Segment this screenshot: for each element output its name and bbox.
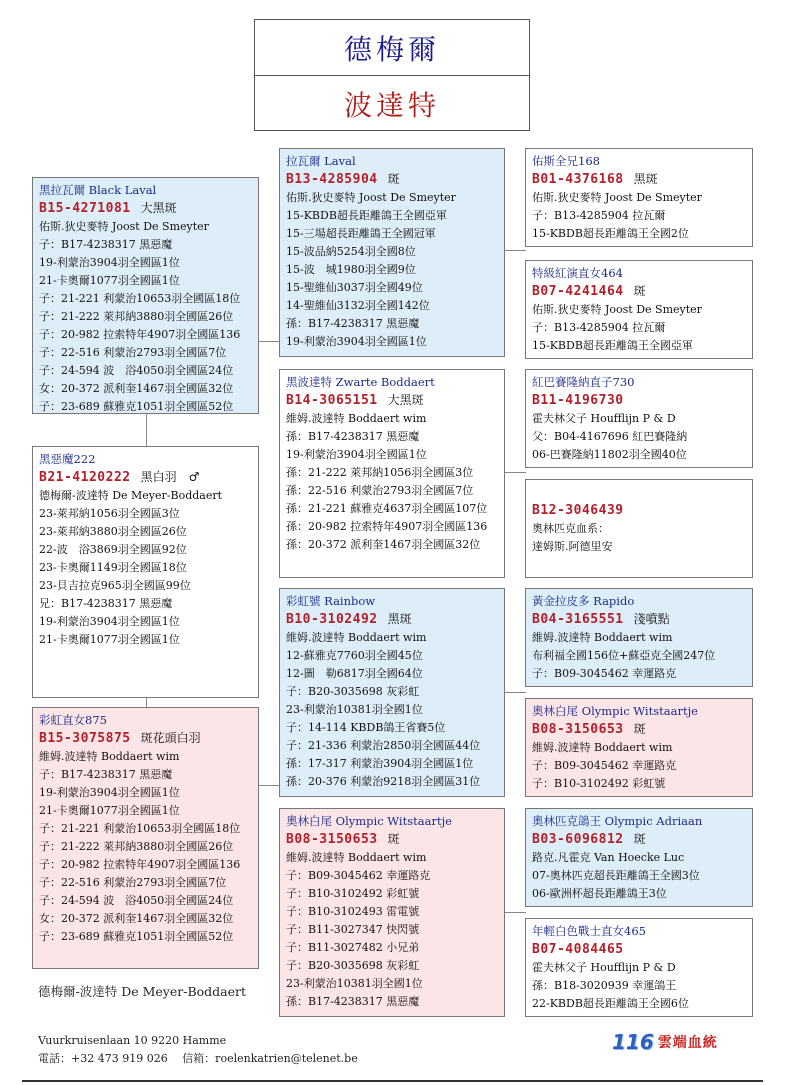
title-line-2: 波達特: [343, 88, 440, 122]
logo-number: 116: [612, 1030, 654, 1054]
detail-line: 霍夫林父子 Houfflijn P & D: [532, 961, 676, 974]
pigeon-name: 紅巴賽隆納直子730: [532, 375, 635, 389]
ring-number: B15-4271081: [39, 201, 131, 216]
detail-line: 12-圖 勒6817羽全國64位: [286, 667, 423, 680]
detail-line: 子：20-982 拉索特年4907羽全國區136: [39, 328, 241, 341]
detail-line: 15-聖維仙3037羽全國49位: [286, 281, 423, 294]
ring-number: B07-4084465: [532, 942, 624, 957]
detail-line: 孫：20-372 派利奎1467羽全國區32位: [286, 538, 481, 551]
detail-line: 維姆.波達特 Boddaert wim: [532, 631, 673, 644]
logo: [612, 1030, 718, 1054]
detail-line: 子：20-982 拉索特年4907羽全國區136: [39, 858, 241, 871]
detail-line: 19-利蒙治3904羽全國區1位: [39, 786, 180, 799]
detail-line: 子：23-689 蘇雅克1051羽全國區52位: [39, 930, 234, 943]
detail-lines: [286, 849, 498, 1011]
detail-line: 子：B09-3045462 幸運路克: [286, 869, 431, 882]
pigeon-name: 特級紅演直女464: [532, 266, 623, 280]
feather-color: 大黑斑: [140, 201, 177, 215]
ring-row: [532, 610, 746, 629]
connector: [258, 341, 280, 342]
ring-row: [532, 282, 746, 301]
detail-line: 子：21-221 利蒙治10653羽全國區18位: [39, 822, 241, 835]
ring-number: B14-3065151: [286, 393, 378, 408]
pigeon-name: 佑斯全兄168: [532, 154, 600, 168]
ring-row: [532, 170, 746, 189]
pigeon-name: 黃金拉皮多 Rapido: [532, 594, 635, 608]
detail-line: 23-萊邦納1056羽全國區3位: [39, 507, 180, 520]
ring-number: B04-3165551: [532, 612, 624, 627]
detail-lines: [532, 410, 746, 464]
detail-line: 子：B11-3027347 快閃號: [286, 923, 420, 936]
detail-line: 奧林匹克血系：: [532, 522, 609, 535]
feather-color: 斑花頭白羽: [140, 731, 201, 745]
detail-line: 佑斯.狄史麥特 Joost De Smeyter: [286, 191, 456, 204]
feather-color: 斑: [633, 722, 646, 736]
pigeon-name: 彩虹直女875: [39, 713, 107, 727]
detail-lines: [532, 189, 746, 243]
detail-line: 子：21-336 利蒙治2850羽全國區44位: [286, 739, 481, 752]
pigeon-name: 黑拉瓦爾 Black Laval: [39, 183, 157, 197]
detail-line: 維姆.波達特 Boddaert wim: [286, 851, 427, 864]
ring-number: B03-6096812: [532, 832, 624, 847]
card-dsd: [525, 698, 753, 797]
detail-line: 父：B04-4167696 紅巴賽隆納: [532, 430, 688, 443]
connector: [504, 472, 526, 473]
detail-line: 佑斯.狄史麥特 Joost De Smeyter: [39, 220, 209, 233]
detail-line: 維姆.波達特 Boddaert wim: [39, 750, 180, 763]
detail-line: 23-卡奧爾1149羽全國區18位: [39, 561, 187, 574]
detail-line: 孫：21-221 蘇雅克4637羽全國區107位: [286, 502, 488, 515]
detail-line: 子：B20-3035698 灰彩虹: [286, 959, 420, 972]
detail-line: 23-貝吉拉克965羽全國區99位: [39, 579, 191, 592]
card-subject: [32, 446, 259, 698]
detail-line: 路克.凡霍克 Van Hoecke Luc: [532, 851, 685, 864]
detail-line: 子：B13-4285904 拉瓦爾: [532, 321, 666, 334]
detail-line: 孫：B18-3020939 幸運鴿王: [532, 979, 677, 992]
feather-color: 斑: [633, 832, 646, 846]
detail-line: 15-KBDB超長距離鴿王全國2位: [532, 227, 689, 240]
pigeon-name: 彩虹號 Rainbow: [286, 594, 376, 608]
title-line-1: 德梅爾: [255, 20, 529, 76]
card-ddd: [525, 918, 753, 1017]
pigeon-name: 年輕白色戰士直女465: [532, 924, 646, 938]
detail-line: 子：B13-4285904 拉瓦爾: [532, 209, 666, 222]
ring-row: [39, 729, 252, 748]
detail-line: 子：B09-3045462 幸運路克: [532, 759, 677, 772]
detail-line: 子：B20-3035698 灰彩虹: [286, 685, 420, 698]
detail-line: 子：B10-3102493 雷電號: [286, 905, 420, 918]
connector: [504, 692, 526, 693]
detail-line: 子：24-594 波 浴4050羽全國區24位: [39, 894, 234, 907]
ring-number: B08-3150653: [286, 832, 378, 847]
detail-line: 孫：B17-4238317 黑惡魔: [286, 995, 420, 1008]
card-sds: [525, 369, 753, 468]
detail-line: 23-利蒙治10381羽全國1位: [286, 977, 423, 990]
detail-line: 子：24-594 波 浴4050羽全國區24位: [39, 364, 234, 377]
card-sire-sire: [279, 148, 505, 357]
detail-line: 佑斯.狄史麥特 Joost De Smeyter: [532, 191, 702, 204]
pigeon-name: 拉瓦爾 Laval: [286, 154, 356, 168]
pigeon-name: 奧林匹克鴿王 Olympic Adriaan: [532, 814, 703, 828]
ring-number: B13-4285904: [286, 172, 378, 187]
card-sdd: [525, 479, 753, 578]
connector: [146, 413, 147, 446]
detail-line: 子：21-222 萊邦納3880羽全國區26位: [39, 310, 234, 323]
detail-line: 子：B11-3027482 小兄弟: [286, 941, 420, 954]
detail-lines: [286, 189, 498, 351]
detail-line: 06-巴賽隆納11802羽全國40位: [532, 448, 687, 461]
detail-line: 佑斯.狄史麥特 Joost De Smeyter: [532, 303, 702, 316]
title-box: [254, 19, 530, 131]
detail-line: 德梅爾-波達特 De Meyer-Boddaert: [39, 489, 223, 502]
detail-line: 22-波 浴3869羽全國區92位: [39, 543, 187, 556]
pigeon-name: [532, 483, 746, 501]
detail-lines: [532, 520, 746, 556]
connector: [504, 250, 526, 251]
detail-line: 23-萊邦納3880羽全國區26位: [39, 525, 187, 538]
detail-line: 女：20-372 派利奎1467羽全國區32位: [39, 912, 234, 925]
ring-number: B01-4376168: [532, 172, 624, 187]
ring-row: [286, 391, 498, 410]
ring-row: [532, 391, 746, 410]
detail-line: 兄：B17-4238317 黑惡魔: [39, 597, 173, 610]
detail-line: 孫：B17-4238317 黑惡魔: [286, 430, 420, 443]
detail-line: 子：21-221 利蒙治10653羽全國區18位: [39, 292, 241, 305]
connector: [146, 697, 147, 707]
ring-number: B12-3046439: [532, 503, 624, 518]
ring-number: B15-3075875: [39, 731, 131, 746]
bottom-divider: [22, 1080, 763, 1082]
detail-line: 孫：B17-4238317 黑惡魔: [286, 317, 420, 330]
detail-lines: [532, 629, 746, 683]
detail-line: 21-卡奧爾1077羽全國區1位: [39, 274, 180, 287]
detail-line: 19-利蒙治3904羽全國區1位: [39, 256, 180, 269]
feather-color: 黑斑: [633, 172, 658, 186]
detail-line: 霍夫林父子 Houfflijn P & D: [532, 412, 676, 425]
ring-row: [286, 830, 498, 849]
detail-line: 15-波 城1980羽全國9位: [286, 263, 416, 276]
detail-line: 孫：20-982 拉索特年4907羽全國區136: [286, 520, 488, 533]
detail-line: 子：B10-3102492 彩虹號: [532, 777, 666, 790]
detail-line: 子：B17-4238317 黑惡魔: [39, 768, 173, 781]
detail-line: 達姆斯.阿德里安: [532, 540, 613, 553]
card-ssd: [525, 260, 753, 359]
detail-line: 子：21-222 萊邦納3880羽全國區26位: [39, 840, 234, 853]
feather-color: 大黑斑: [387, 393, 424, 407]
detail-line: 維姆.波達特 Boddaert wim: [286, 631, 427, 644]
detail-lines: [532, 301, 746, 355]
breeder-contact: 電話：+32 473 919 026 信箱：roelenkatrien@telenet.be: [38, 1052, 358, 1065]
pigeon-name: 黑惡魔222: [39, 452, 96, 466]
detail-lines: [286, 629, 498, 791]
detail-line: 子：22-516 利蒙治2793羽全國區7位: [39, 346, 227, 359]
feather-color: 斑: [387, 832, 400, 846]
detail-line: 19-利蒙治3904羽全國區1位: [286, 335, 427, 348]
detail-line: 15-KBDB超長距離鴿王全國亞軍: [532, 339, 693, 352]
connector: [258, 785, 280, 786]
detail-line: 19-利蒙治3904羽全國區1位: [286, 448, 427, 461]
detail-line: 子：23-689 蘇雅克1051羽全國區52位: [39, 400, 234, 413]
breeder-address: Vuurkruisenlaan 10 9220 Hamme: [38, 1034, 227, 1047]
detail-line: 子：14-114 KBDB鴿王省賽5位: [286, 721, 446, 734]
detail-line: 孫：17-317 利蒙治3904羽全國區1位: [286, 757, 474, 770]
ring-row: [532, 830, 746, 849]
detail-line: 女：20-372 派利奎1467羽全國區32位: [39, 382, 234, 395]
detail-line: 孫：20-376 利蒙治9218羽全國區31位: [286, 775, 481, 788]
ring-row: [286, 610, 498, 629]
detail-line: 23-利蒙治10381羽全國1位: [286, 703, 423, 716]
card-sire: [32, 177, 259, 414]
detail-line: 15-波品納5254羽全國8位: [286, 245, 416, 258]
detail-line: 21-卡奧爾1077羽全國區1位: [39, 633, 180, 646]
detail-line: 12-蘇雅克7760羽全國45位: [286, 649, 423, 662]
detail-lines: [39, 218, 252, 414]
detail-line: 布利福全國156位+蘇亞克全國247位: [532, 649, 716, 662]
feather-color: 淺噴點: [633, 612, 670, 626]
detail-line: 14-聖維仙3132羽全國142位: [286, 299, 430, 312]
detail-line: 維姆.波達特 Boddaert wim: [286, 412, 427, 425]
detail-line: 21-卡奧爾1077羽全國區1位: [39, 804, 180, 817]
card-dam: [32, 707, 259, 969]
card-dds: [525, 808, 753, 907]
ring-number: B11-4196730: [532, 393, 624, 408]
card-sss: [525, 148, 753, 247]
ring-row: [532, 501, 746, 520]
detail-line: 子：B17-4238317 黑惡魔: [39, 238, 173, 251]
detail-lines: [532, 739, 746, 793]
feather-color: 黑白羽 ♂: [140, 470, 200, 484]
detail-line: 維姆.波達特 Boddaert wim: [532, 741, 673, 754]
pigeon-name: 奧林白尾 Olympic Witstaartje: [532, 704, 698, 718]
feather-color: 黑斑: [387, 612, 412, 626]
detail-line: 孫：22-516 利蒙治2793羽全國區7位: [286, 484, 474, 497]
ring-number: B10-3102492: [286, 612, 378, 627]
detail-lines: [532, 849, 746, 903]
detail-line: 孫：21-222 萊邦納1056羽全國區3位: [286, 466, 474, 479]
logo-text: 雲端血統: [657, 1035, 718, 1051]
detail-lines: [39, 748, 252, 946]
card-dam-sire: [279, 588, 505, 797]
detail-line: 07-奧林匹克超長距離鴿王全國3位: [532, 869, 700, 882]
ring-row: [286, 170, 498, 189]
detail-line: 子：B10-3102492 彩虹號: [286, 887, 420, 900]
card-dam-dam: [279, 808, 505, 1017]
feather-color: 斑: [387, 172, 400, 186]
ring-row: [532, 720, 746, 739]
detail-line: 子：22-516 利蒙治2793羽全國區7位: [39, 876, 227, 889]
pigeon-name: 黑波達特 Zwarte Boddaert: [286, 375, 435, 389]
detail-lines: [532, 959, 746, 1013]
ring-row: [532, 940, 746, 959]
detail-line: 22-KBDB超長距離鴿王全國6位: [532, 997, 689, 1010]
card-sire-dam: [279, 369, 505, 578]
detail-line: 19-利蒙治3904羽全國區1位: [39, 615, 180, 628]
detail-line: 06-歐洲杯超長距離鴿王3位: [532, 887, 667, 900]
ring-number: B08-3150653: [532, 722, 624, 737]
feather-color: 斑: [633, 284, 646, 298]
breeder-name: 德梅爾-波達特 De Meyer-Boddaert: [38, 984, 247, 999]
ring-number: B21-4120222: [39, 470, 131, 485]
detail-line: 15-三場超長距離鴿王全國冠軍: [286, 227, 436, 240]
detail-line: 15-KBDB超長距離鴿王全國亞軍: [286, 209, 447, 222]
pigeon-name: 奧林白尾 Olympic Witstaartje: [286, 814, 452, 828]
breeder-address-block: [38, 1032, 358, 1068]
card-dss: [525, 588, 753, 687]
ring-row: [39, 468, 252, 487]
detail-line: 子：B09-3045462 幸運路克: [532, 667, 677, 680]
detail-lines: [286, 410, 498, 554]
connector: [504, 912, 526, 913]
detail-lines: [39, 487, 252, 649]
ring-row: [39, 199, 252, 218]
ring-number: B07-4241464: [532, 284, 624, 299]
